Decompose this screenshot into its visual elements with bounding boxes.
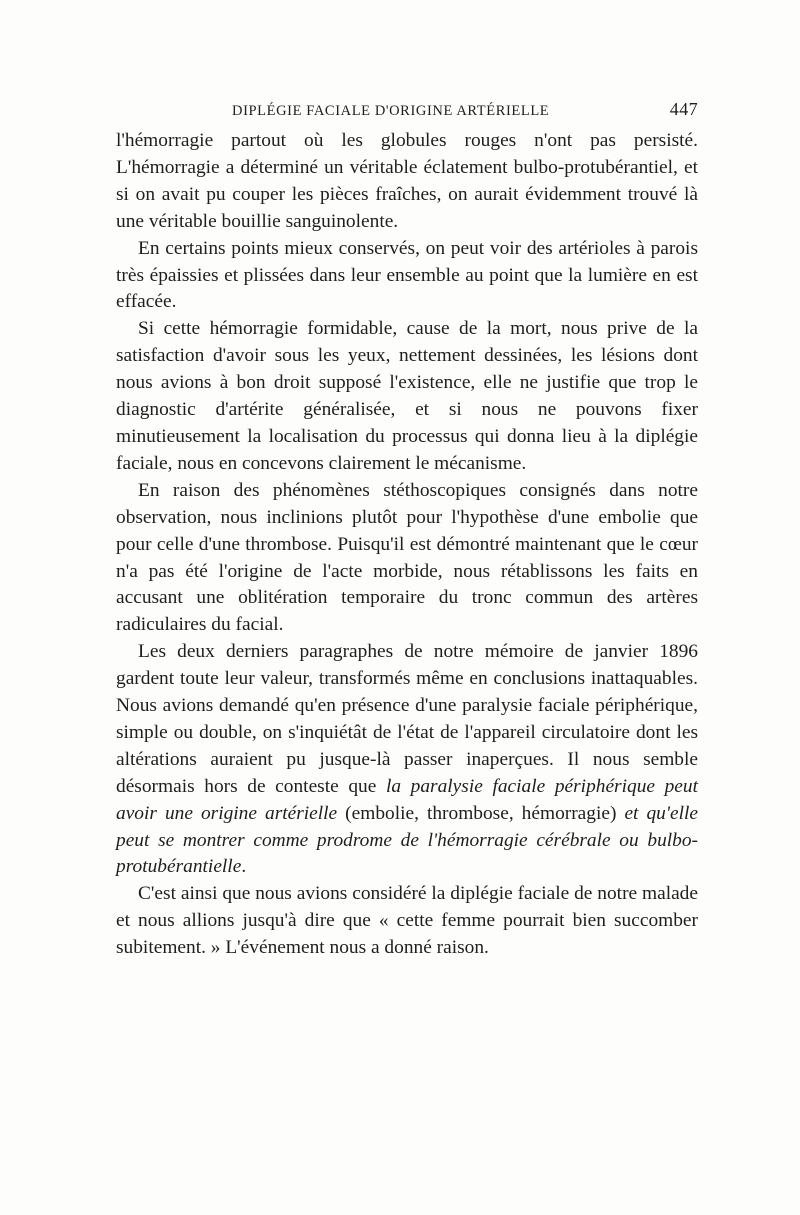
conclusions-text-2: (embolie, thrombose, hémorragie) xyxy=(337,802,625,824)
paragraph-conclusions xyxy=(116,639,698,881)
body-text xyxy=(116,128,698,962)
conclusions-text-1: Les deux derniers paragraphes de notre mémoire de janvier 1896 gardent toute leur valeur, transformés même en conclusions inattaquables. Nous avions demandé qu'en présence d'une paralysie faciale périphérique, simple ou double, on s'inquiétât de l'état de l'appareil circulatoire dont les altérations auraient pu jusque-là passer inaperçues. Il nous semble désormais hors de conteste que xyxy=(116,641,698,797)
paragraph-embolism: En raison des phénomènes stéthoscopiques consignés dans notre observation, nous inclinions plutôt pour l'hypothèse d'une embolie que pour celle d'une thrombose. Puisqu'il est démontré maintenant que le cœur n'a pas été l'origine de l'acte morbide, nous rétablissons les faits en accusant une oblitération temporaire du tronc commun des artères radiculaires du facial. xyxy=(116,479,698,636)
page-number: 447 xyxy=(669,99,698,119)
conclusions-italic-2: et qu'elle peut se montrer comme prodrome de l'hémorragie cérébrale ou bulbo-protubérantielle xyxy=(116,802,698,878)
paragraph-continuation: l'hémorragie partout où les globules rouges n'ont pas persisté. L'hémorragie a déterminé un véritable éclatement bulbo-protubérantiel, et si on avait pu couper les pièces fraîches, on aurait évidemment trouvé là une véritable bouillie sanguinolente. xyxy=(116,130,698,232)
conclusions-italic-1: la paralysie faciale périphérique peut avoir une origine artérielle xyxy=(116,775,698,824)
text-block xyxy=(116,96,698,962)
paragraph-arterioles: En certains points mieux conservés, on peut voir des artérioles à parois très épaissies et plissées dans leur ensemble au point que la lumière en est effacée. xyxy=(116,237,698,313)
running-head xyxy=(116,96,698,128)
paragraph-hemorrhage-mechanism: Si cette hémorragie formidable, cause de la mort, nous prive de la satisfaction d'avoir sous les yeux, nettement dessinées, les lésions dont nous avions à bon droit supposé l'existence, elle ne justifie que trop le diagnostic d'artérite généralisée, et si nous ne pouvons fixer minutieusement la localisation du processus qui donna lieu à la diplégie faciale, nous en concevons clairement le mécanisme. xyxy=(116,318,698,474)
paragraph-final: C'est ainsi que nous avions considéré la diplégie faciale de notre malade et nous allions jusqu'à dire que « cette femme pourrait bien succomber subitement. » L'événement nous a donné raison. xyxy=(116,883,698,959)
running-title: DIPLÉGIE FACIALE D'ORIGINE ARTÉRIELLE xyxy=(232,103,550,119)
conclusions-text-3: . xyxy=(241,856,247,878)
